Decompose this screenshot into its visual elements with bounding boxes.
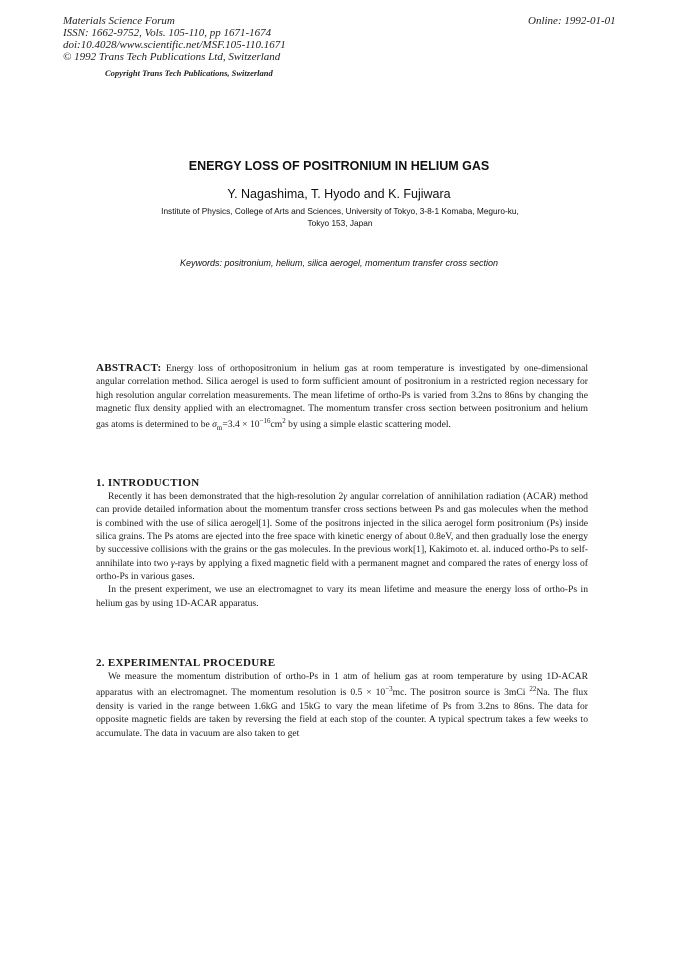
section-heading-introduction: 1. INTRODUCTION	[96, 477, 200, 489]
abstract	[96, 362, 588, 436]
sigma-symbol: σ	[212, 419, 217, 431]
exp-text-a: We measure the momentum distribution of ortho-Ps in 1 atm of helium gas at room temperature by using 1D-ACAR apparatus with an electromagnet. The momentum resolution is 0.5 × 10	[96, 671, 588, 699]
abstract-text-c: cm	[270, 419, 283, 431]
issn-line: ISSN: 1662-9752, Vols. 105-110, pp 1671-1674	[63, 27, 272, 39]
abstract-text-b: =3.4 × 10	[222, 419, 260, 431]
abstract-exponent: −16	[259, 417, 271, 426]
abstract-paragraph	[96, 362, 588, 436]
gamma-symbol-2: γ	[170, 557, 175, 569]
experimental-paragraph-1	[96, 670, 588, 740]
sigma-subscript: m	[216, 424, 223, 433]
exp-exponent: −3	[385, 685, 393, 694]
affiliation-line-1: Institute of Physics, College of Arts and Sciences, University of Tokyo, 3-8-1 Komaba, Meguro-ku,	[161, 206, 519, 216]
abstract-text-a: Energy loss of orthopositronium in helium gas at room temperature is investigated by one-dimensional angular correlation method. Silica aerogel is used to form sufficient amount of positronium in a restricted region necessary for high resolution angular correlation measurements. The mean lifetime of ortho-Ps is varied from 3.2ns to 86ns by changing the magnetic flux density applied with an electromagnet. The momentum transfer cross section between positronium and helium gas atoms is determined to be	[96, 363, 588, 431]
section-introduction	[96, 468, 588, 610]
online-date: Online: 1992-01-01	[528, 15, 616, 27]
intro-paragraph-2: In the present experiment, we use an electromagnet to vary its mean lifetime and measure the energy loss of ortho-Ps in helium gas by using 1D-ACAR apparatus.	[96, 584, 588, 609]
journal-name: Materials Science Forum	[63, 15, 175, 27]
paper-title: ENERGY LOSS OF POSITRONIUM IN HELIUM GAS	[188, 159, 490, 173]
section-heading-experimental: 2. EXPERIMENTAL PROCEDURE	[96, 657, 276, 669]
abstract-label: ABSTRACT:	[96, 362, 162, 374]
copyright-line: © 1992 Trans Tech Publications Ltd, Switzerland	[63, 51, 281, 63]
intro-text-b: angular correlation of annihilation radiation (ACAR) method can provide detailed information about the momentum transfer cross sections between Ps and gas molecules when the method is combined with the use of silica aerogel[1]. Some of the positrons injected in the silica aerogel form positronium (Ps) inside silica grains. The Ps atoms are ejected into the free space with kinetic energy of about 0.8eV, and then gradually lose the energy by successive collisions with the grains or the gas molecules. In the previous work[1], Kakimoto et. al. induced ortho-Ps to self-annihilate into two	[96, 491, 588, 569]
abstract-exponent-2: 2	[282, 417, 286, 426]
exp-text-c: Na. The flux density is varied in the range between 1.6kG and 15kG to vary the mean lifetime of Ps from 3.2ns to 86ns. The data for opposite magnetic fields are taken by reversing the field at each stop of the counter. A typical spectrum takes a few weeks to accumulate. The data in vacuum are also taken to get	[96, 687, 588, 739]
gamma-symbol: γ	[343, 491, 348, 502]
section-experimental	[96, 648, 588, 740]
isotope-mass: 22	[529, 685, 537, 694]
intro-text-a: Recently it has been demonstrated that the high-resolution 2	[108, 491, 344, 502]
copyright-stamp: Copyright Trans Tech Publications, Switzerland	[105, 68, 273, 78]
doi-link[interactable]: doi:10.4028/www.scientific.net/MSF.105-110.1671	[63, 39, 286, 51]
intro-text-c: -rays by applying a fixed magnetic field with a permanent magnet and compared the rates of energy loss of ortho-Ps in various gases.	[96, 557, 588, 583]
intro-paragraph-1	[96, 490, 588, 583]
affiliation	[90, 205, 590, 229]
keywords: Keywords: positronium, helium, silica aerogel, momentum transfer cross section	[179, 258, 499, 268]
exp-text-b: mc. The positron source is 3mCi	[392, 687, 530, 699]
abstract-text-d: by using a simple elastic scattering model.	[285, 419, 451, 431]
affiliation-line-2: Tokyo 153, Japan	[307, 218, 373, 228]
paper-authors: Y. Nagashima, T. Hyodo and K. Fujiwara	[227, 187, 451, 201]
